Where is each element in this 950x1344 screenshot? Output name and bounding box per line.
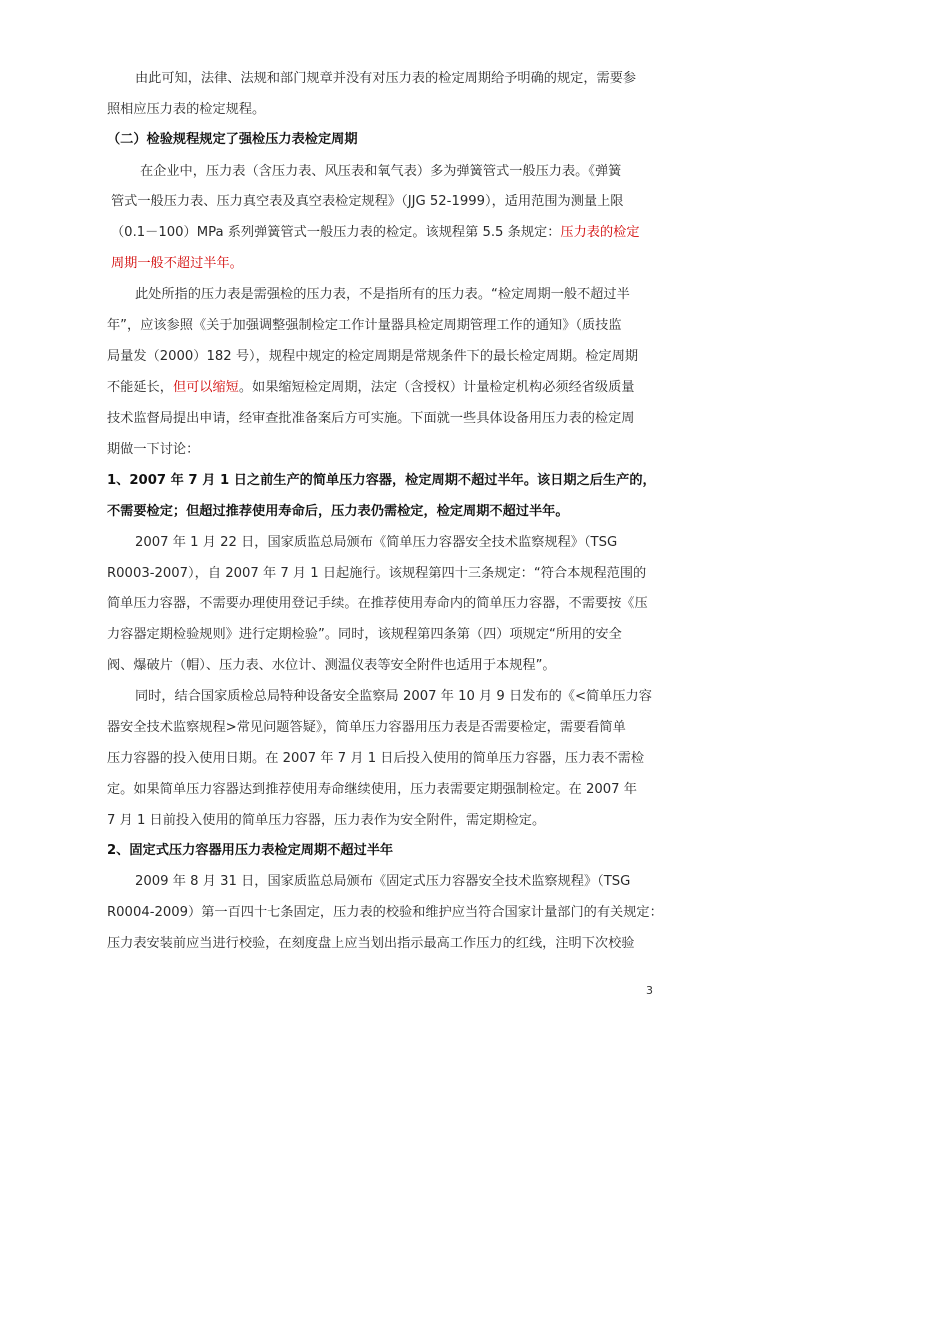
paragraph-line: R0004-2009）第一百四十七条固定，压力表的校验和维护应当符合国家计量部门的有关规定： (107, 905, 663, 920)
paragraph-line: 由此可知，法律、法规和部门规章并没有对压力表的检定周期给予明确的规定，需要参 (135, 71, 637, 86)
highlight-text: 压力表的检定 (560, 225, 640, 240)
page-number: 3 (646, 984, 653, 997)
paragraph-line: 7 月 1 日前投入使用的简单压力容器，压力表作为安全附件，需定期检定。 (107, 813, 546, 828)
paragraph-line: R0003-2007），自 2007 年 7 月 1 日起施行。该规程第四十三条规定：“符合本规程范围的 (107, 566, 647, 581)
paragraph-line: 此处所指的压力表是需强检的压力表，不是指所有的压力表。“检定周期一般不超过半 (135, 287, 630, 302)
paragraph-line: 2007 年 1 月 22 日，国家质监总局颁布《简单压力容器安全技术监察规程》（TSG (135, 535, 618, 550)
text-run: （0.1－100）MPa 系列弹簧管式一般压力表的检定。该规程第 5.5 条规定： (111, 225, 561, 240)
paragraph-line: 2009 年 8 月 31 日，国家质监总局颁布《固定式压力容器安全技术监察规程》（TSG (135, 874, 631, 889)
paragraph-line: 照相应压力表的检定规程。 (107, 102, 266, 117)
paragraph-line: 年”，应该参照《关于加强调整强制检定工作计量器具检定周期管理工作的通知》（质技监 (107, 318, 622, 333)
paragraph-line: 技术监督局提出申请，经审查批准备案后方可实施。下面就一些具体设备用压力表的检定周 (107, 411, 635, 426)
paragraph-line: 期做一下讨论： (107, 442, 200, 457)
paragraph-line: 局量发（2000）182 号），规程中规定的检定周期是常规条件下的最长检定周期。检定周期 (107, 349, 639, 364)
paragraph-line: 同时，结合国家质检总局特种设备安全监察局 2007 年 10 月 9 日发布的《<简单压力容 (135, 689, 652, 704)
paragraph-line: 器安全技术监察规程>常见问题答疑》，简单压力容器用压力表是否需要检定，需要看简单 (107, 720, 626, 735)
paragraph-line (107, 378, 635, 398)
paragraph-line: 在企业中，压力表（含压力表、风压表和氧气表）多为弹簧管式一般压力表。《弹簧 (140, 164, 622, 179)
paragraph-line: 力容器定期检验规则》进行定期检验”。同时，该规程第四条第（四）项规定“所用的安全 (107, 627, 622, 642)
section-heading: （二）检验规程规定了强检压力表检定周期 (107, 132, 358, 147)
paragraph-line: 管式一般压力表、压力真空表及真空表检定规程》（JJG 52-1999），适用范围为测量上限 (111, 194, 624, 209)
paragraph-line: 阀、爆破片（帽）、压力表、水位计、测温仪表等安全附件也适用于本规程”。 (107, 658, 556, 673)
text-run: 。如果缩短检定周期，法定（含授权）计量检定机构必须经省级质量 (238, 380, 635, 395)
subsection-heading: 2、固定式压力容器用压力表检定周期不超过半年 (107, 843, 394, 858)
paragraph-line: 压力表安装前应当进行校验，在刻度盘上应当划出指示最高工作压力的红线，注明下次校验 (107, 936, 635, 951)
highlight-text: 但可以缩短 (172, 380, 239, 395)
text-run: 不能延长， (107, 380, 173, 395)
paragraph-line: 简单压力容器，不需要办理使用登记手续。在推荐使用寿命内的简单压力容器，不需要按《压 (107, 596, 648, 611)
paragraph-line (111, 223, 640, 243)
paragraph-line: 定。如果简单压力容器达到推荐使用寿命继续使用，压力表需要定期强制检定。在 2007 年 (107, 782, 637, 797)
highlight-text: 周期一般不超过半年。 (111, 256, 243, 271)
subsection-heading: 1、2007 年 7 月 1 日之前生产的简单压力容器，检定周期不超过半年。该日期之后生产的， (107, 473, 656, 488)
paragraph-line: 压力容器的投入使用日期。在 2007 年 7 月 1 日后投入使用的简单压力容器，压力表不需检 (107, 751, 645, 766)
subsection-heading: 不需要检定；但超过推荐使用寿命后，压力表仍需检定，检定周期不超过半年。 (107, 504, 569, 519)
